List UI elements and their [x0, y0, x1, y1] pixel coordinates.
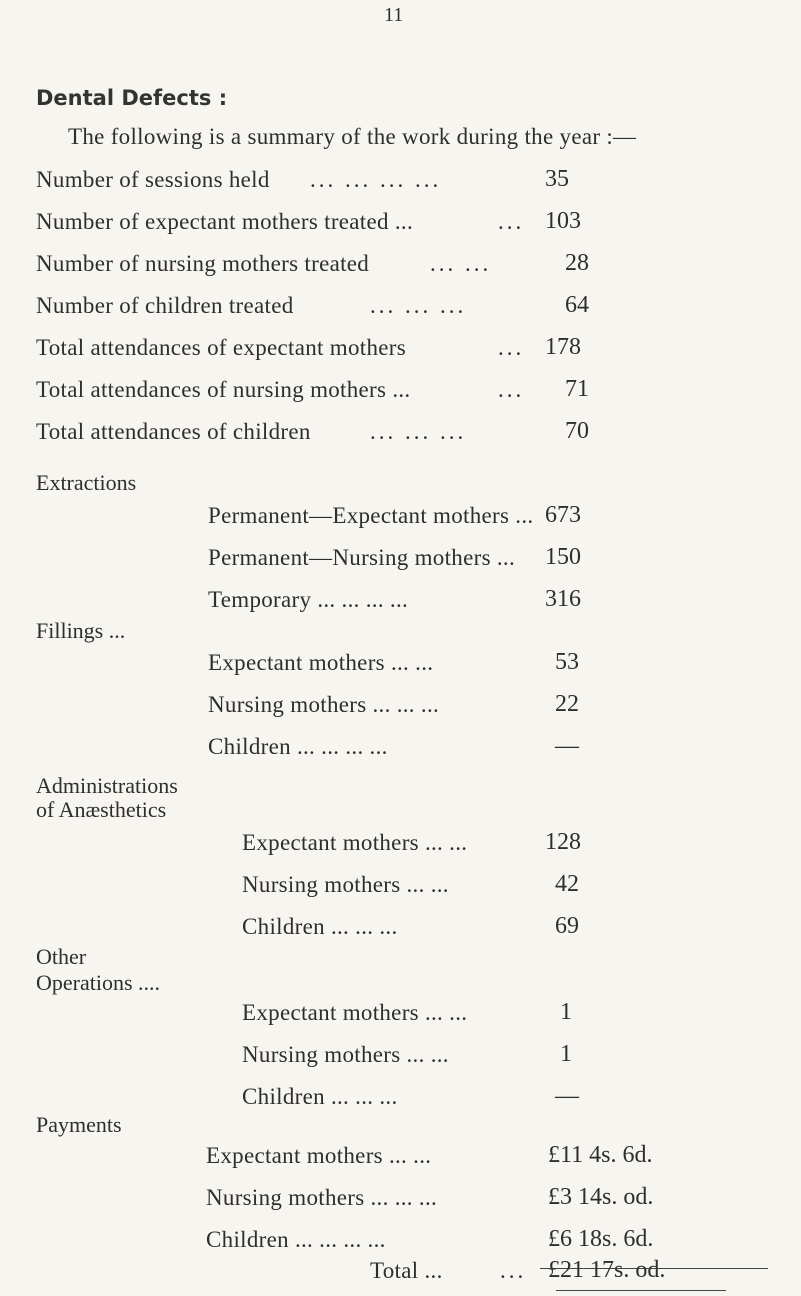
anaesthetics-label: Expectant mothers ... ...: [242, 830, 468, 855]
total-rule-bottom: [556, 1290, 726, 1291]
summary-dots: ... ...: [430, 251, 492, 276]
extraction-value: 316: [545, 586, 581, 612]
summary-value: 64: [565, 292, 589, 318]
filling-value: —: [555, 733, 579, 759]
anaesthetics-heading: Administrations: [36, 773, 178, 798]
other-operations-heading: Other: [36, 944, 87, 969]
extraction-label: Permanent—Nursing mothers ...: [208, 545, 516, 570]
payment-label: Expectant mothers ... ...: [206, 1143, 432, 1168]
summary-dots: ... ... ...: [370, 419, 467, 444]
payment-label: Children ... ... ... ...: [206, 1227, 386, 1252]
summary-dots: ...: [498, 377, 525, 402]
payment-value: £11 4s. 6d.: [548, 1142, 653, 1168]
summary-value: 71: [565, 376, 589, 402]
summary-value: 28: [565, 250, 589, 276]
fillings-heading: Fillings ...: [36, 618, 126, 643]
other-operations-value: 1: [560, 999, 572, 1025]
filling-label: Children ... ... ... ...: [208, 734, 388, 759]
payment-value: £6 18s. 6d.: [548, 1226, 654, 1252]
payment-value: £3 14s. od.: [548, 1184, 654, 1210]
payments-heading: Payments: [36, 1112, 122, 1137]
total-dots: ...: [500, 1258, 527, 1283]
summary-value: 35: [545, 166, 569, 192]
anaesthetics-label: Children ... ... ...: [242, 914, 398, 939]
other-operations-label: Expectant mothers ... ...: [242, 1000, 468, 1025]
summary-dots: ... ... ... ...: [310, 167, 442, 192]
summary-dots: ...: [498, 209, 525, 234]
summary-label: Number of nursing mothers treated: [36, 251, 370, 276]
total-value: £21 17s. od.: [548, 1257, 666, 1283]
summary-label: Total attendances of children: [36, 419, 311, 444]
summary-dots: ... ... ...: [370, 293, 467, 318]
filling-label: Expectant mothers ... ...: [208, 650, 434, 675]
filling-label: Nursing mothers ... ... ...: [208, 692, 440, 717]
payment-label: Nursing mothers ... ... ...: [206, 1185, 438, 1210]
summary-value: 103: [545, 208, 581, 234]
summary-label: Total attendances of nursing mothers ...: [36, 377, 411, 402]
anaesthetics-heading: of Anæsthetics: [36, 797, 167, 822]
anaesthetics-label: Nursing mothers ... ...: [242, 872, 449, 897]
anaesthetics-value: 128: [545, 829, 581, 855]
other-operations-value: —: [555, 1083, 579, 1109]
summary-value: 178: [545, 334, 581, 360]
intro-text: The following is a summary of the work during the year :—: [68, 124, 637, 149]
section-title: Dental Defects :: [36, 86, 228, 110]
extraction-label: Permanent—Expectant mothers ...: [208, 503, 534, 528]
anaesthetics-value: 69: [555, 913, 579, 939]
summary-value: 70: [565, 418, 589, 444]
other-operations-heading: Operations ....: [36, 970, 161, 995]
extractions-heading: Extractions: [36, 470, 137, 495]
summary-label: Number of expectant mothers treated ...: [36, 209, 414, 234]
extraction-value: 673: [545, 502, 581, 528]
summary-label: Number of children treated: [36, 293, 294, 318]
page-number: 11: [384, 4, 404, 26]
filling-value: 22: [555, 691, 579, 717]
extraction-value: 150: [545, 544, 581, 570]
other-operations-value: 1: [560, 1041, 572, 1067]
extraction-label: Temporary ... ... ... ...: [208, 587, 409, 612]
filling-value: 53: [555, 649, 579, 675]
summary-dots: ...: [498, 335, 525, 360]
total-label: Total ...: [370, 1258, 443, 1283]
other-operations-label: Nursing mothers ... ...: [242, 1042, 449, 1067]
anaesthetics-value: 42: [555, 871, 579, 897]
summary-label: Number of sessions held: [36, 167, 270, 192]
summary-label: Total attendances of expectant mothers: [36, 335, 406, 360]
other-operations-label: Children ... ... ...: [242, 1084, 398, 1109]
